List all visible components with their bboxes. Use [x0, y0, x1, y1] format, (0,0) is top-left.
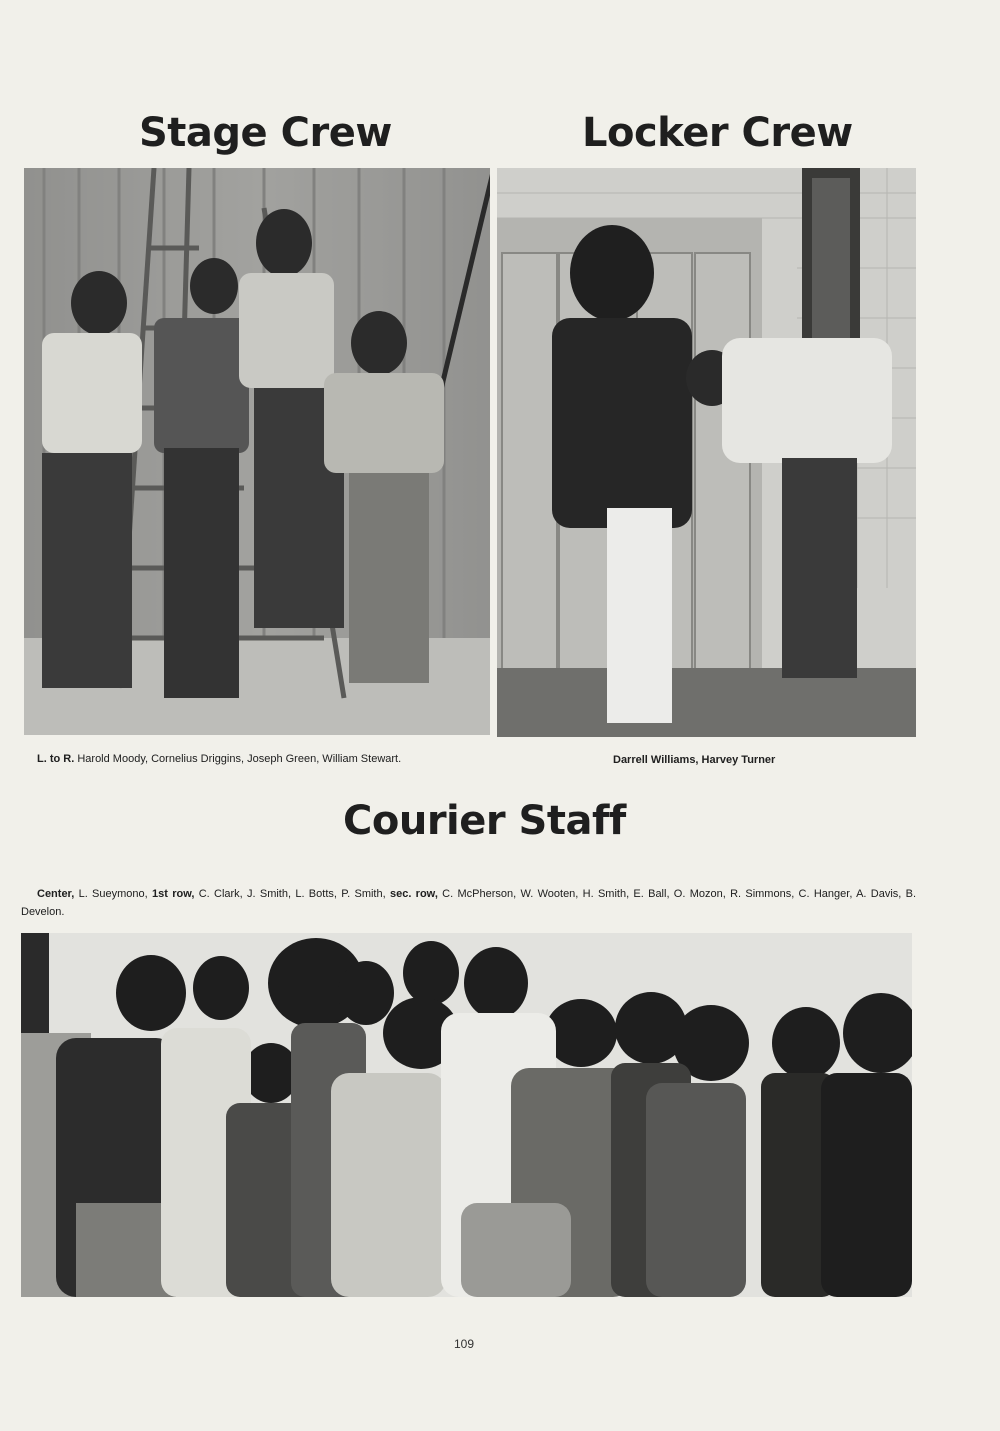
page-number: 109 [454, 1337, 475, 1351]
courier-staff-heading: Courier Staff [343, 798, 626, 844]
caption-keyword-second-row: sec. row, [389, 888, 438, 900]
caption-text-first-row: C. Clark, J. Smith, L. Botts, P. Smith, [194, 888, 390, 900]
stage-crew-photo [24, 168, 490, 735]
stage-crew-caption [37, 753, 401, 765]
stage-crew-heading: Stage Crew [139, 110, 392, 156]
caption-lead: L. to R. [37, 753, 75, 765]
locker-crew-photo-art [497, 168, 916, 737]
courier-staff-photo [21, 933, 912, 1297]
caption-text-second-row: C. McPherson, W. Wooten, H. Smith, E. Ball, O. Mozon, R. Simmons, C. Hanger, A. Davis, B. Develon. [21, 888, 917, 918]
caption-names: Harold Moody, Cornelius Driggins, Joseph Green, William Stewart. [77, 753, 402, 765]
locker-crew-heading: Locker Crew [582, 110, 853, 156]
courier-staff-photo-art [21, 933, 912, 1297]
locker-crew-photo [497, 168, 916, 737]
locker-crew-caption: Darrell Williams, Harvey Turner [613, 754, 776, 766]
caption-keyword-first-row: 1st row, [152, 888, 195, 900]
courier-staff-caption [21, 885, 916, 921]
caption-keyword-center: Center, [37, 888, 75, 900]
caption-text-center: L. Sueymono, [74, 888, 152, 900]
stage-crew-photo-art [24, 168, 490, 735]
